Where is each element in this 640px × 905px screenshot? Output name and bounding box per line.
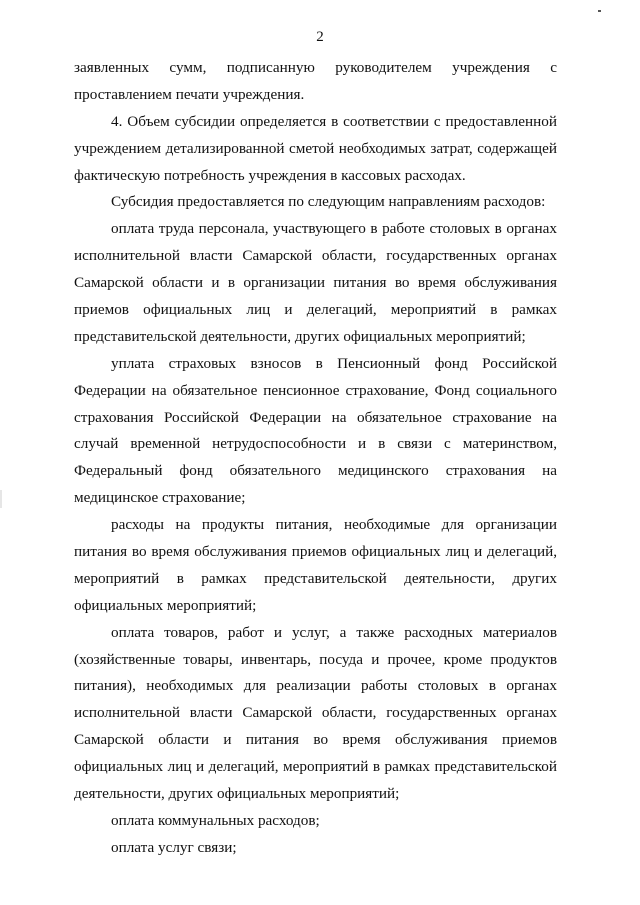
text-line: исполнительной власти Самарской области, государственных органах <box>74 247 557 265</box>
scan-mark <box>598 10 601 12</box>
text-line: питания), необходимых для реализации работы столовых в органах <box>74 677 557 695</box>
text-line: расходы на продукты питания, необходимые для организации <box>111 516 557 534</box>
text-line: заявленных сумм, подписанную руководителем учреждения с <box>74 59 557 76</box>
text-line: официальных лиц и делегаций, мероприятий в рамках представительской <box>74 758 557 776</box>
text-line: оплата услуг связи; <box>111 838 237 856</box>
text-line: Федерации на обязательное пенсионное страхование, Фонд социального <box>74 381 557 399</box>
text-line: (хозяйственные товары, инвентарь, посуда и прочее, кроме продуктов <box>74 650 557 668</box>
text-line: оплата товаров, работ и услуг, а также расходных материалов <box>111 623 557 641</box>
text-line: исполнительной власти Самарской области, государственных органах <box>74 704 557 722</box>
document-body <box>74 55 557 862</box>
text-line: 4. Объем субсидии определяется в соответствии с предоставленной <box>111 112 557 130</box>
text-line: случай временной нетрудоспособности и в связи с материнством, <box>74 435 557 453</box>
text-line: Самарской области и в организации питания во время обслуживания <box>74 274 557 292</box>
text-line: страхования Российской Федерации на обязательное страхование на <box>74 408 557 426</box>
text-line: официальных мероприятий; <box>74 596 257 614</box>
text-line: деятельности, других официальных мероприятий; <box>74 785 400 803</box>
text-line: Субсидия предоставляется по следующим направлениям расходов: <box>111 193 546 211</box>
text-line: приемов официальных лиц и делегаций, мероприятий в рамках <box>74 301 557 319</box>
text-line: оплата труда персонала, участвующего в работе столовых в органах <box>111 220 557 238</box>
text-line: Федеральный фонд обязательного медицинского страхования на <box>74 462 557 480</box>
text-line: мероприятий в рамках представительской деятельности, других <box>74 569 557 587</box>
text-line: фактическую потребность учреждения в кассовых расходах. <box>74 166 466 184</box>
page-number: 2 <box>316 29 324 45</box>
text-line: представительской деятельности, других официальных мероприятий; <box>74 327 526 345</box>
scan-edge-mark <box>0 490 2 508</box>
text-line: учреждением детализированной сметой необходимых затрат, содержащей <box>74 139 557 157</box>
text-line: оплата коммунальных расходов; <box>111 811 320 829</box>
text-line: уплата страховых взносов в Пенсионный фонд Российской <box>111 354 557 372</box>
text-line: Самарской области и питания во время обслуживания приемов <box>74 731 557 749</box>
text-line: медицинское страхование; <box>74 489 246 507</box>
text-line: питания во время обслуживания приемов официальных лиц и делегаций, <box>74 543 557 561</box>
text-line: проставлением печати учреждения. <box>74 85 305 103</box>
